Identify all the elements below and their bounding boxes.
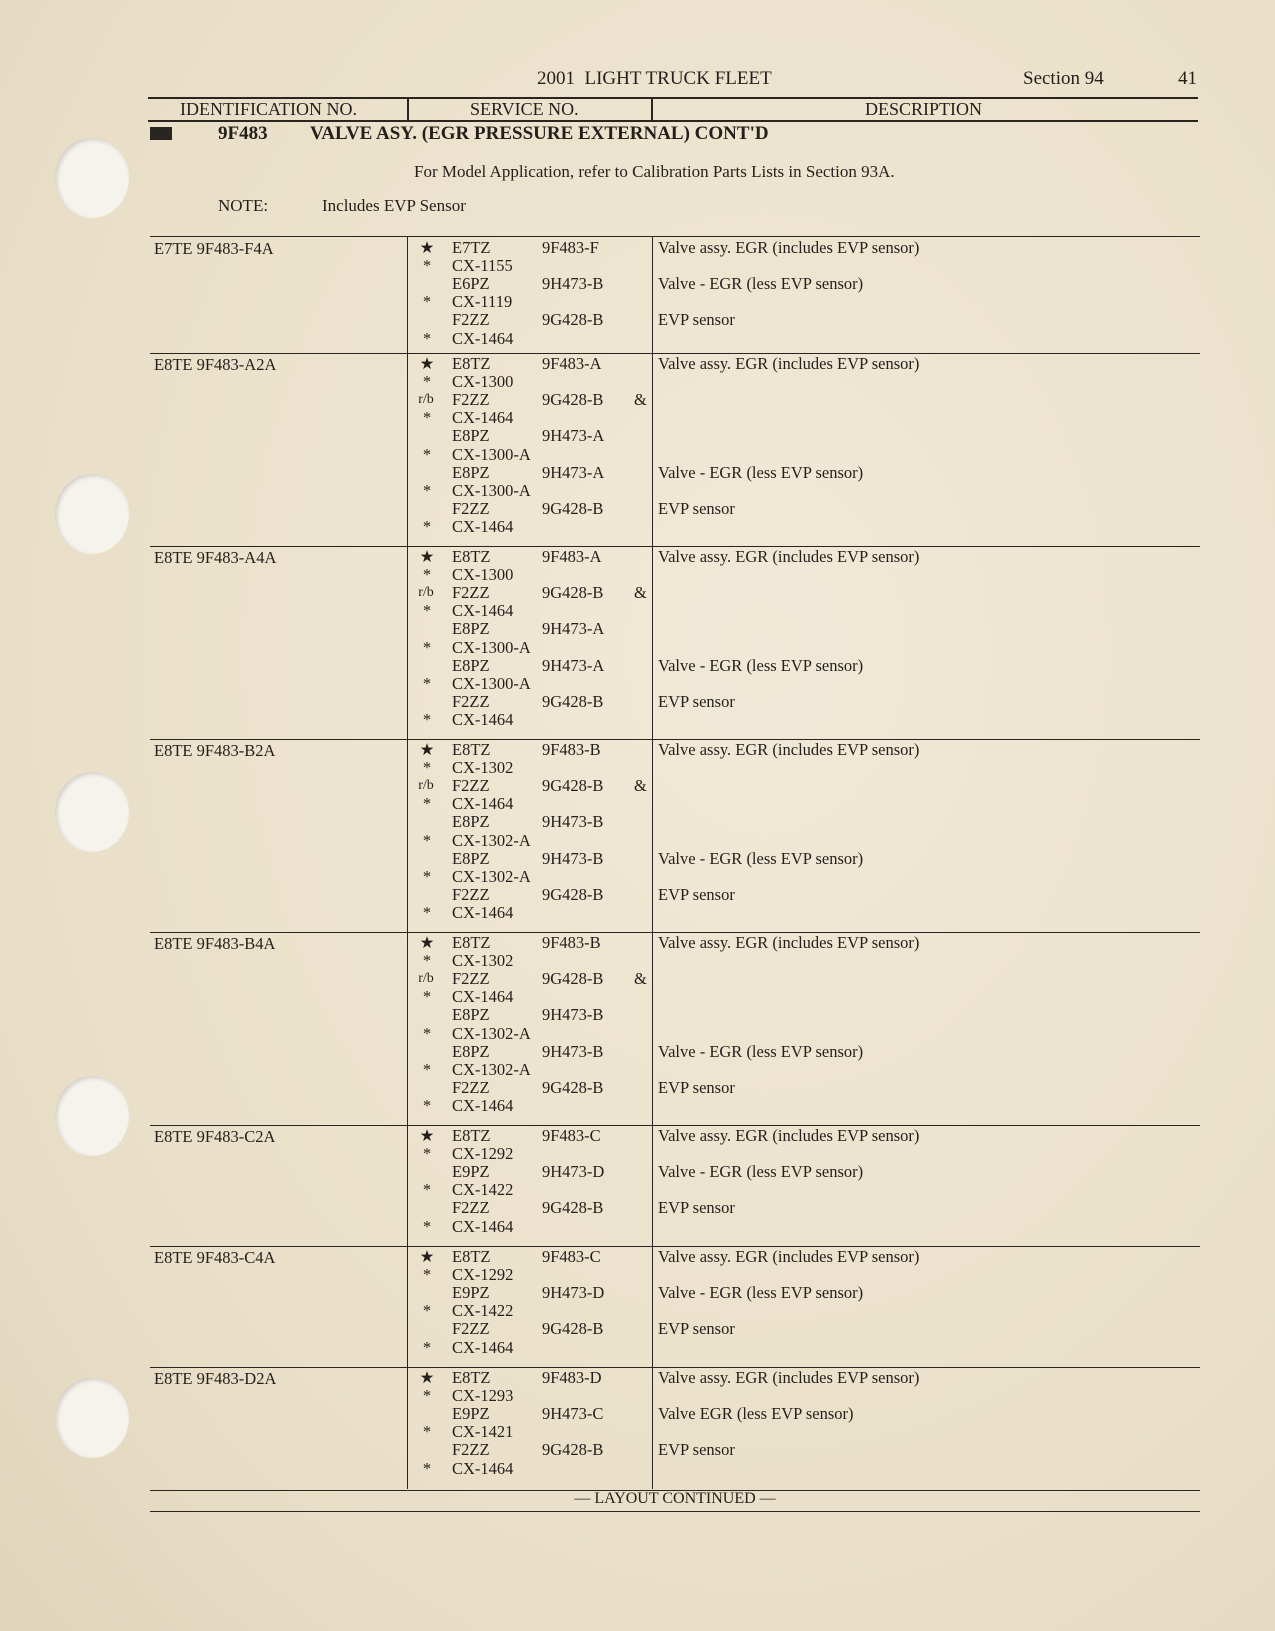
asterisk-marker: * [422, 1023, 432, 1043]
service-prefix: CX-1422 [452, 1180, 514, 1200]
service-prefix: CX-1302 [452, 758, 514, 778]
identification-number: E8TE 9F483-A4A [154, 548, 277, 567]
service-prefix: E8TZ [452, 1126, 491, 1145]
service-line [150, 1423, 1200, 1441]
service-line [150, 1369, 1200, 1387]
binder-hole [55, 138, 129, 218]
service-prefix: F2ZZ [452, 1077, 490, 1097]
service-line [150, 1405, 1200, 1423]
service-prefix: E8PZ [452, 848, 490, 868]
star-icon: ★ [419, 354, 435, 373]
service-line [150, 464, 1200, 482]
service-line [150, 832, 1200, 850]
service-prefix: CX-1464 [452, 601, 514, 621]
service-line [150, 446, 1200, 464]
column-header-row [148, 97, 1198, 122]
star-icon: ★ [419, 1368, 435, 1387]
identification-number: E8TE 9F483-A2A [154, 355, 277, 374]
asterisk-marker: * [422, 1265, 432, 1285]
column-header-description: DESCRIPTION [865, 99, 983, 119]
part-description: Valve assy. EGR (includes EVP sensor) [658, 1247, 920, 1266]
asterisk-marker: * [422, 256, 432, 276]
service-line [150, 970, 1200, 988]
service-prefix: E8TZ [452, 740, 491, 759]
service-prefix: CX-1302 [452, 951, 514, 971]
service-prefix: CX-1464 [452, 1337, 514, 1357]
service-line [150, 639, 1200, 657]
service-prefix: E8PZ [452, 426, 490, 446]
service-basic-part: 9F483-F [542, 238, 599, 257]
service-line [150, 373, 1200, 391]
service-prefix: F2ZZ [452, 1440, 490, 1460]
asterisk-marker: * [422, 601, 432, 621]
service-line [150, 850, 1200, 868]
service-prefix: E8TZ [452, 1368, 491, 1387]
part-description: EVP sensor [658, 1319, 735, 1339]
section-label: Section 94 [1023, 68, 1104, 89]
service-basic-part: 9H473-D [542, 1283, 605, 1303]
service-prefix: CX-1464 [452, 709, 514, 729]
asterisk-marker: * [422, 830, 432, 850]
service-prefix: CX-1422 [452, 1301, 514, 1321]
service-basic-part: 9F483-C [542, 1247, 601, 1266]
service-line [150, 311, 1200, 329]
section-marker-icon [150, 127, 172, 140]
part-description: Valve - EGR (less EVP sensor) [658, 848, 864, 868]
service-basic-part: 9H473-A [542, 426, 605, 446]
identification-number: E8TE 9F483-B2A [154, 741, 276, 760]
service-line [150, 777, 1200, 795]
service-prefix: CX-1464 [452, 328, 514, 348]
asterisk-marker: * [422, 516, 432, 536]
service-line [150, 355, 1200, 373]
part-description: Valve assy. EGR (includes EVP sensor) [658, 933, 920, 952]
asterisk-marker: * [422, 408, 432, 428]
service-prefix: E8TZ [452, 1247, 491, 1266]
star-icon: ★ [419, 1126, 435, 1145]
service-line [150, 427, 1200, 445]
service-line [150, 904, 1200, 922]
asterisk-marker: * [422, 673, 432, 693]
service-line [150, 1339, 1200, 1357]
ampersand-marker: & [634, 390, 647, 410]
asterisk-marker: * [422, 951, 432, 971]
service-prefix: E8PZ [452, 655, 490, 675]
binder-hole [55, 1378, 129, 1458]
service-basic-part: 9H473-B [542, 274, 604, 294]
service-line [150, 988, 1200, 1006]
service-prefix: CX-1464 [452, 1216, 514, 1236]
service-basic-part: 9H473-A [542, 462, 605, 482]
service-line [150, 1097, 1200, 1115]
service-line [150, 693, 1200, 711]
asterisk-marker: * [422, 987, 432, 1007]
column-divider [651, 99, 653, 120]
service-prefix: E8TZ [452, 354, 491, 373]
identification-number: E7TE 9F483-F4A [154, 239, 274, 258]
service-prefix: CX-1464 [452, 516, 514, 536]
service-basic-part: 9G428-B [542, 1319, 604, 1339]
service-basic-part: 9G428-B [542, 1077, 604, 1097]
part-description: Valve assy. EGR (includes EVP sensor) [658, 354, 920, 373]
service-prefix: CX-1300-A [452, 673, 531, 693]
service-basic-part: 9G428-B [542, 583, 604, 603]
asterisk-marker: * [422, 1059, 432, 1079]
star-icon: ★ [419, 547, 435, 566]
service-line [150, 1163, 1200, 1181]
table-row [150, 1246, 1200, 1368]
service-prefix: F2ZZ [452, 884, 490, 904]
asterisk-marker: * [422, 1095, 432, 1115]
service-prefix: CX-1300 [452, 565, 514, 585]
part-description: Valve assy. EGR (includes EVP sensor) [658, 238, 920, 257]
service-line [150, 1441, 1200, 1459]
asterisk-marker: * [422, 1386, 432, 1406]
document-title: 2001 LIGHT TRUCK FLEET [537, 68, 772, 89]
service-line [150, 482, 1200, 500]
part-description: Valve - EGR (less EVP sensor) [658, 1283, 864, 1303]
asterisk-marker: * [422, 758, 432, 778]
service-prefix: E7TZ [452, 238, 491, 257]
part-description: Valve EGR (less EVP sensor) [658, 1404, 854, 1424]
star-icon: ★ [419, 740, 435, 759]
table-row [150, 1125, 1200, 1247]
service-basic-part: 9G428-B [542, 691, 604, 711]
service-prefix: CX-1300-A [452, 480, 531, 500]
service-prefix: E9PZ [452, 1404, 490, 1424]
service-basic-part: 9G428-B [542, 776, 604, 796]
service-prefix: CX-1302-A [452, 1023, 531, 1043]
binder-hole [55, 474, 129, 554]
service-prefix: F2ZZ [452, 969, 490, 989]
service-line [150, 711, 1200, 729]
part-description: Valve assy. EGR (includes EVP sensor) [658, 1126, 920, 1145]
asterisk-marker: * [422, 1301, 432, 1321]
service-line [150, 584, 1200, 602]
service-line [150, 391, 1200, 409]
identification-number: E8TE 9F483-C4A [154, 1248, 276, 1267]
service-line [150, 239, 1200, 257]
service-prefix: CX-1119 [452, 292, 513, 312]
binder-hole [55, 1076, 129, 1156]
service-line [150, 868, 1200, 886]
running-header [0, 68, 1275, 96]
asterisk-marker: * [422, 328, 432, 348]
layout-continued-label: — LAYOUT CONTINUED — [574, 1490, 776, 1507]
asterisk-marker: * [422, 902, 432, 922]
asterisk-marker: * [422, 1337, 432, 1357]
service-prefix: E6PZ [452, 274, 490, 294]
group-heading [150, 123, 1200, 147]
part-description: EVP sensor [658, 498, 735, 518]
column-divider [407, 99, 409, 120]
asterisk-marker: * [422, 637, 432, 657]
service-line [150, 330, 1200, 348]
column-header-service: SERVICE NO. [470, 99, 579, 119]
asterisk-marker: * [422, 1216, 432, 1236]
service-line [150, 620, 1200, 638]
service-basic-part: 9H473-B [542, 1041, 604, 1061]
note-text: Includes EVP Sensor [322, 196, 466, 215]
service-prefix: CX-1302-A [452, 830, 531, 850]
service-prefix: CX-1464 [452, 987, 514, 1007]
service-line [150, 1284, 1200, 1302]
service-basic-part: 9F483-A [542, 354, 602, 373]
service-prefix: CX-1300-A [452, 444, 531, 464]
service-basic-part: 9H473-A [542, 655, 605, 675]
footer-rule [150, 1511, 1200, 1512]
service-line [150, 1181, 1200, 1199]
service-line [150, 886, 1200, 904]
table-row [150, 932, 1200, 1126]
service-prefix: E8PZ [452, 1005, 490, 1025]
part-description: EVP sensor [658, 1440, 735, 1460]
service-basic-part: 9F483-B [542, 933, 601, 952]
service-line [150, 500, 1200, 518]
service-prefix: E9PZ [452, 1162, 490, 1182]
service-line [150, 657, 1200, 675]
service-basic-part: 9H473-B [542, 848, 604, 868]
service-prefix: CX-1464 [452, 902, 514, 922]
part-description: Valve assy. EGR (includes EVP sensor) [658, 1368, 920, 1387]
service-basic-part: 9H473-B [542, 812, 604, 832]
service-basic-part: 9G428-B [542, 390, 604, 410]
service-basic-part: 9H473-A [542, 619, 605, 639]
part-description: Valve - EGR (less EVP sensor) [658, 1162, 864, 1182]
service-basic-part: 9G428-B [542, 1198, 604, 1218]
asterisk-marker: * [422, 1180, 432, 1200]
identification-number: E8TE 9F483-D2A [154, 1369, 277, 1388]
asterisk-marker: * [422, 1422, 432, 1442]
service-prefix: CX-1292 [452, 1265, 514, 1285]
asterisk-marker: * [422, 480, 432, 500]
service-line [150, 1199, 1200, 1217]
part-description: EVP sensor [658, 691, 735, 711]
service-line [150, 813, 1200, 831]
part-description: EVP sensor [658, 310, 735, 330]
part-description: Valve - EGR (less EVP sensor) [658, 462, 864, 482]
part-description: Valve - EGR (less EVP sensor) [658, 274, 864, 294]
part-description: EVP sensor [658, 1077, 735, 1097]
service-line [150, 675, 1200, 693]
service-line [150, 275, 1200, 293]
service-basic-part: 9G428-B [542, 310, 604, 330]
table-row [150, 237, 1200, 354]
binder-hole [55, 772, 129, 852]
service-line [150, 741, 1200, 759]
asterisk-marker: * [422, 709, 432, 729]
service-prefix: E8PZ [452, 462, 490, 482]
service-line [150, 1248, 1200, 1266]
service-line [150, 1079, 1200, 1097]
service-basic-part: 9F483-B [542, 740, 601, 759]
service-line [150, 952, 1200, 970]
service-line [150, 518, 1200, 536]
service-line [150, 1218, 1200, 1236]
table-row [150, 1367, 1200, 1489]
service-line [150, 759, 1200, 777]
column-header-identification: IDENTIFICATION NO. [180, 99, 357, 119]
ampersand-marker: & [634, 776, 647, 796]
service-prefix: F2ZZ [452, 1198, 490, 1218]
service-basic-part: 9H473-D [542, 1162, 605, 1182]
service-line [150, 795, 1200, 813]
part-description: EVP sensor [658, 1198, 735, 1218]
service-marker: r/b [418, 392, 434, 408]
identification-number: E8TE 9F483-B4A [154, 934, 276, 953]
service-prefix: CX-1292 [452, 1144, 514, 1164]
service-prefix: CX-1293 [452, 1386, 514, 1406]
note-label: NOTE: [218, 196, 269, 215]
asterisk-marker: * [422, 372, 432, 392]
group-title: VALVE ASY. (EGR PRESSURE EXTERNAL) CONT'D [310, 123, 769, 144]
service-prefix: F2ZZ [452, 1319, 490, 1339]
service-line [150, 1127, 1200, 1145]
service-prefix: CX-1300 [452, 372, 514, 392]
service-prefix: CX-1464 [452, 1095, 514, 1115]
service-line [150, 1025, 1200, 1043]
part-description: Valve assy. EGR (includes EVP sensor) [658, 740, 920, 759]
service-line [150, 1061, 1200, 1079]
service-prefix: E8PZ [452, 1041, 490, 1061]
table-row [150, 739, 1200, 933]
table-row [150, 353, 1200, 547]
service-prefix: E8PZ [452, 812, 490, 832]
page-number: 41 [1178, 68, 1197, 89]
service-prefix: CX-1421 [452, 1422, 514, 1442]
service-basic-part: 9H473-B [542, 1005, 604, 1025]
service-line [150, 934, 1200, 952]
service-line [150, 1302, 1200, 1320]
asterisk-marker: * [422, 292, 432, 312]
service-prefix: CX-1464 [452, 408, 514, 428]
service-line [150, 1387, 1200, 1405]
service-basic-part: 9F483-A [542, 547, 602, 566]
group-code: 9F483 [218, 123, 268, 144]
service-marker: r/b [418, 585, 434, 601]
service-marker: r/b [418, 778, 434, 794]
service-line [150, 1145, 1200, 1163]
service-prefix: E8TZ [452, 547, 491, 566]
service-prefix: E8PZ [452, 619, 490, 639]
service-prefix: F2ZZ [452, 583, 490, 603]
part-description: Valve - EGR (less EVP sensor) [658, 1041, 864, 1061]
service-prefix: F2ZZ [452, 691, 490, 711]
service-basic-part: 9G428-B [542, 969, 604, 989]
ampersand-marker: & [634, 969, 647, 989]
asterisk-marker: * [422, 565, 432, 585]
asterisk-marker: * [422, 866, 432, 886]
service-basic-part: 9G428-B [542, 1440, 604, 1460]
star-icon: ★ [419, 933, 435, 952]
service-prefix: CX-1464 [452, 1458, 514, 1478]
service-basic-part: 9F483-D [542, 1368, 602, 1387]
star-icon: ★ [419, 238, 435, 257]
asterisk-marker: * [422, 444, 432, 464]
service-prefix: CX-1464 [452, 794, 514, 814]
service-line [150, 293, 1200, 311]
service-marker: r/b [418, 971, 434, 987]
service-line [150, 257, 1200, 275]
part-description: Valve assy. EGR (includes EVP sensor) [658, 547, 920, 566]
service-line [150, 1043, 1200, 1061]
service-line [150, 1006, 1200, 1024]
service-prefix: F2ZZ [452, 310, 490, 330]
service-line [150, 1460, 1200, 1478]
star-icon: ★ [419, 1247, 435, 1266]
service-basic-part: 9G428-B [542, 498, 604, 518]
service-basic-part: 9G428-B [542, 884, 604, 904]
service-line [150, 1320, 1200, 1338]
service-prefix: F2ZZ [452, 390, 490, 410]
ampersand-marker: & [634, 583, 647, 603]
service-prefix: F2ZZ [452, 776, 490, 796]
service-prefix: CX-1155 [452, 256, 513, 276]
service-basic-part: 9F483-C [542, 1126, 601, 1145]
part-description: EVP sensor [658, 884, 735, 904]
service-line [150, 566, 1200, 584]
service-basic-part: 9H473-C [542, 1404, 604, 1424]
service-prefix: E9PZ [452, 1283, 490, 1303]
asterisk-marker: * [422, 1458, 432, 1478]
table-row [150, 546, 1200, 740]
application-note: For Model Application, refer to Calibration Parts Lists in Section 93A. [414, 162, 895, 181]
service-line [150, 409, 1200, 427]
identification-number: E8TE 9F483-C2A [154, 1127, 276, 1146]
service-prefix: CX-1300-A [452, 637, 531, 657]
asterisk-marker: * [422, 1144, 432, 1164]
asterisk-marker: * [422, 794, 432, 814]
service-line [150, 1266, 1200, 1284]
service-line [150, 602, 1200, 620]
part-description: Valve - EGR (less EVP sensor) [658, 655, 864, 675]
service-prefix: F2ZZ [452, 498, 490, 518]
service-prefix: E8TZ [452, 933, 491, 952]
service-prefix: CX-1302-A [452, 866, 531, 886]
service-line [150, 548, 1200, 566]
service-prefix: CX-1302-A [452, 1059, 531, 1079]
